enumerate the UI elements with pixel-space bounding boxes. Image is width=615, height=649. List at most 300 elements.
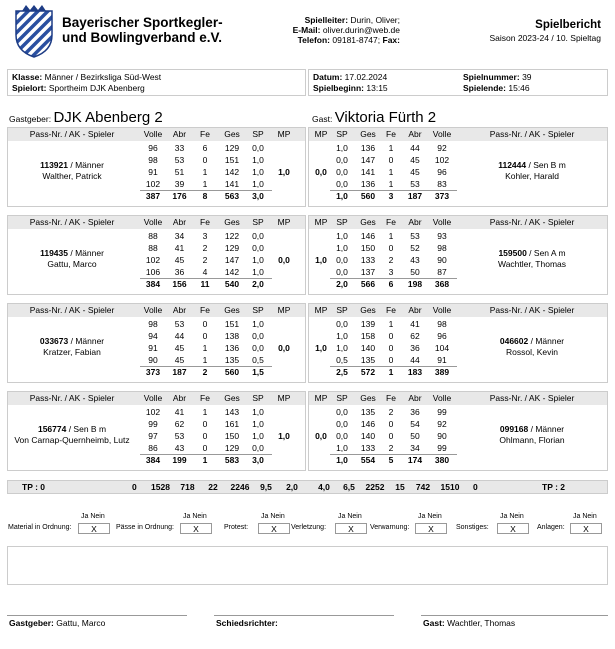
home-abr-cell: 51 [174, 167, 185, 177]
home-abr-sum: 187 [172, 367, 187, 377]
page-title: Spielbericht [535, 19, 601, 31]
header-mp: MP [314, 217, 328, 227]
org-line-1: Bayerischer Sportkegler- [62, 15, 223, 30]
guest-fe-sum: 1 [388, 367, 394, 377]
guest-fe-cell: 1 [388, 179, 394, 189]
home-volle-cell: 94 [148, 331, 158, 341]
guest-sp-sum: 2,5 [336, 367, 348, 377]
guest-fe-sum: 6 [388, 279, 394, 289]
header-fe: Fe [386, 305, 396, 315]
guest-team [312, 109, 436, 126]
guest-volle-cell: 90 [437, 255, 447, 265]
home-pass-number: 033673 [39, 336, 69, 346]
home-sp-cell: 1,0 [252, 419, 264, 429]
header-mp: MP [314, 305, 328, 315]
home-sp-sum: 2,0 [252, 279, 264, 289]
home-fe-cell: 2 [202, 243, 208, 253]
guest-fe-cell: 0 [388, 419, 394, 429]
guest-fe-cell: 1 [388, 231, 394, 241]
header-sp: SP [336, 129, 348, 139]
home-volle-cell: 98 [148, 319, 158, 329]
guest-pass-number: 159500 [498, 248, 527, 258]
home-sp-cell: 0,0 [252, 443, 264, 453]
federation-logo [12, 5, 56, 59]
home-sp-cell: 1,0 [252, 407, 264, 417]
check-box[interactable]: X [570, 523, 602, 534]
header-volle: Volle [143, 129, 163, 139]
home-abr-sum: 176 [172, 191, 187, 201]
referee-signature [216, 618, 278, 628]
guest-abr-cell: 43 [410, 255, 420, 265]
home-abr-cell: 33 [174, 143, 185, 153]
spielleiter-value: Durin, Oliver; [350, 15, 400, 25]
header-ges: Ges [360, 129, 376, 139]
header-player: Pass-Nr. / AK - Spieler [29, 217, 115, 227]
home-fe-cell: 0 [202, 419, 208, 429]
header-volle: Volle [143, 393, 163, 403]
guest-volle-cell: 96 [437, 331, 447, 341]
ja-nein-header: Ja Nein [261, 513, 285, 520]
guest-abr-cell: 36 [410, 343, 420, 353]
home-volle-cell: 98 [148, 155, 158, 165]
guest-player-name: Wachtler, Thomas [497, 258, 567, 269]
ja-nein-header: Ja Nein [183, 513, 207, 520]
guest-ges-cell: 158 [360, 331, 376, 341]
guest-mp-total: 0 [473, 482, 478, 492]
guest-fe-cell: 2 [388, 443, 394, 453]
guest-sp-cell: 0,0 [336, 155, 348, 165]
remarks-area[interactable] [7, 546, 608, 585]
home-team-name: DJK Abenberg 2 [53, 109, 163, 126]
header-abr: Abr [408, 393, 422, 403]
guest-ges-cell: 139 [360, 319, 376, 329]
guest-volle-cell: 83 [437, 179, 447, 189]
home-sp-cell: 0,0 [252, 231, 264, 241]
guest-signature-line [421, 615, 608, 616]
guest-pass-number: 099168 [499, 424, 529, 434]
home-fe-cell: 0 [202, 319, 208, 329]
home-sp-cell: 1,0 [252, 179, 264, 189]
home-pass-number: 113921 [40, 160, 68, 170]
guest-ges-cell: 133 [360, 443, 376, 453]
guest-ges-cell: 146 [360, 419, 376, 429]
guest-ges-sum: 566 [360, 279, 376, 289]
header-volle: Volle [432, 217, 452, 227]
home-fe-cell: 1 [202, 355, 208, 365]
guest-sp-total: 6,5 [343, 482, 355, 492]
guest-team-label: Gast: [312, 114, 333, 124]
guest-abr-cell: 44 [410, 143, 420, 153]
home-sp-cell: 1,0 [252, 431, 264, 441]
guest-ges-cell: 140 [360, 343, 376, 353]
datum-label: Datum: [313, 72, 343, 82]
home-abr-cell: 43 [174, 443, 185, 453]
guest-volle-sum: 373 [434, 191, 450, 201]
home-volle-cell: 106 [145, 267, 161, 277]
home-ges-cell: 136 [224, 343, 240, 353]
header-mp: MP [277, 305, 291, 315]
guest-fe-cell: 0 [388, 355, 394, 365]
org-line-2: und Bowlingverband e.V. [62, 30, 223, 45]
check-box[interactable]: X [415, 523, 447, 534]
spielnummer-value: 39 [522, 72, 532, 82]
header-player: Pass-Nr. / AK - Spieler [489, 305, 575, 315]
guest-player-info [458, 336, 606, 357]
header-sp: SP [336, 217, 348, 227]
home-mp-total: 0 [132, 482, 137, 492]
guest-volle-cell: 99 [437, 407, 447, 417]
home-sp-cell: 1,0 [252, 155, 264, 165]
guest-sp-cell: 0,0 [336, 267, 348, 277]
guest-sp-cell: 0,0 [336, 255, 348, 265]
check-box[interactable]: X [258, 523, 290, 534]
header-fe: Fe [200, 305, 210, 315]
home-ges-cell: 151 [224, 155, 240, 165]
guest-abr-sum: 187 [407, 191, 423, 201]
header-abr: Abr [172, 305, 187, 315]
guest-abr-cell: 50 [410, 431, 420, 441]
home-volle-cell: 102 [145, 255, 161, 265]
home-fe-cell: 0 [202, 155, 208, 165]
home-ges-cell: 141 [224, 179, 240, 189]
guest-ges-sum: 554 [360, 455, 376, 465]
home-volle-cell: 91 [148, 343, 158, 353]
header-volle: Volle [432, 393, 452, 403]
guest-volle-total: 1510 [440, 482, 460, 492]
home-signature-name: Gattu, Marco [56, 618, 106, 628]
home-ges-cell: 150 [224, 431, 240, 441]
guest-signature-name: Wachtler, Thomas [447, 618, 516, 628]
home-abr-cell: 41 [174, 243, 185, 253]
home-ges-cell: 122 [224, 231, 240, 241]
header-player: Pass-Nr. / AK - Spieler [29, 393, 115, 403]
home-fe-cell: 3 [202, 231, 208, 241]
home-player-info [8, 160, 136, 181]
guest-abr-cell: 53 [410, 231, 420, 241]
home-abr-cell: 34 [174, 231, 185, 241]
klasse-value: Männer / Bezirksliga Süd-West [44, 72, 162, 82]
home-abr-cell: 53 [174, 319, 185, 329]
match-info-right [308, 69, 608, 96]
guest-abr-sum: 198 [407, 279, 423, 289]
header-abr: Abr [172, 129, 187, 139]
check-box[interactable]: X [180, 523, 212, 534]
guest-ges-cell: 147 [360, 155, 376, 165]
home-ges-sum: 583 [224, 455, 240, 465]
check-label: Pässe in Ordnung: [116, 524, 174, 531]
guest-age-class: / Männer [528, 336, 565, 346]
home-ges-sum: 540 [224, 279, 240, 289]
home-sp-cell: 0,0 [252, 343, 264, 353]
header-sp: SP [252, 217, 264, 227]
home-volle-total: 1528 [151, 482, 170, 492]
guest-fe-sum: 3 [388, 191, 394, 201]
home-pass-number: 156774 [37, 424, 67, 434]
referee-signature-line [214, 615, 394, 616]
home-sp-cell: 0,5 [252, 355, 264, 365]
home-volle-cell: 88 [148, 231, 158, 241]
guest-volle-cell: 87 [437, 267, 447, 277]
header-sp: SP [336, 393, 348, 403]
header-sp: SP [252, 393, 264, 403]
guest-abr-sum: 174 [407, 455, 423, 465]
home-player-info [8, 336, 136, 357]
guest-abr-sum: 183 [407, 367, 423, 377]
guest-ges-total: 2252 [365, 482, 385, 492]
header-player: Pass-Nr. / AK - Spieler [489, 129, 575, 139]
guest-volle-cell: 92 [437, 143, 447, 153]
telefon-value: 09181-8747; [332, 35, 381, 45]
header-volle: Volle [432, 305, 452, 315]
guest-team-name: Viktoria Fürth 2 [334, 109, 437, 126]
guest-volle-cell: 91 [437, 355, 447, 365]
guest-abr-cell: 54 [410, 419, 420, 429]
guest-volle-cell: 98 [437, 243, 447, 253]
header-mp: MP [277, 393, 291, 403]
guest-sp-cell: 1,0 [336, 243, 348, 253]
header-ges: Ges [224, 305, 240, 315]
header-abr: Abr [408, 129, 422, 139]
home-fe-sum: 1 [202, 455, 208, 465]
home-abr-cell: 53 [174, 431, 185, 441]
spielende-label: Spielende: [463, 83, 506, 93]
guest-ges-cell: 141 [360, 167, 376, 177]
guest-abr-cell: 52 [410, 243, 420, 253]
home-abr-total: 718 [180, 482, 195, 492]
header-ges: Ges [224, 129, 240, 139]
check-box[interactable]: X [78, 523, 110, 534]
header-fe: Fe [200, 217, 210, 227]
guest-abr-total: 742 [415, 482, 431, 492]
home-tp: TP : 0 [22, 482, 45, 492]
home-ges-cell: 135 [224, 355, 240, 365]
guest-fe-cell: 1 [388, 143, 394, 153]
guest-fe-cell: 1 [388, 167, 394, 177]
ja-nein-header: Ja Nein [418, 513, 442, 520]
check-box[interactable]: X [497, 523, 529, 534]
home-volle-cell: 99 [148, 419, 158, 429]
guest-mp-value: 0,0 [315, 167, 327, 177]
spielort-value: Sportheim DJK Abenberg [48, 83, 145, 93]
check-label: Verletzung: [291, 524, 327, 531]
check-label: Material in Ordnung: [8, 524, 72, 531]
home-ges-cell: 138 [224, 331, 240, 341]
home-fe-cell: 2 [202, 255, 208, 265]
home-ges-cell: 147 [224, 255, 240, 265]
spielende-value: 15:46 [508, 83, 530, 93]
email-label: E-Mail: [292, 25, 321, 35]
guest-abr-cell: 36 [410, 407, 420, 417]
guest-age-class: / Sen A m [526, 248, 566, 258]
header-player: Pass-Nr. / AK - Spieler [29, 305, 115, 315]
guest-volle-sum: 368 [434, 279, 450, 289]
header-mp: MP [277, 217, 291, 227]
home-fe-total: 22 [208, 482, 218, 492]
home-player-info [8, 424, 136, 445]
home-ges-total: 2246 [230, 482, 250, 492]
home-sp-cell: 1,0 [252, 319, 264, 329]
home-fe-cell: 4 [202, 267, 208, 277]
home-abr-cell: 45 [174, 355, 185, 365]
guest-player-name: Ohlmann, Florian [499, 434, 565, 445]
guest-ges-cell: 136 [360, 143, 376, 153]
guest-fe-cell: 0 [388, 243, 394, 253]
home-volle-cell: 90 [148, 355, 158, 365]
guest-mp-value: 1,0 [315, 343, 327, 353]
guest-sp-sum: 1,0 [336, 191, 348, 201]
header-sp: SP [252, 129, 264, 139]
guest-volle-cell: 92 [437, 419, 447, 429]
home-ges-cell: 161 [224, 419, 240, 429]
referee-signature-label: Schiedsrichter: [216, 618, 278, 628]
guest-sp-cell: 1,0 [336, 143, 348, 153]
home-signature [9, 618, 105, 628]
home-sp-sum: 3,0 [252, 455, 264, 465]
header-ges: Ges [360, 393, 376, 403]
guest-signature [423, 618, 515, 628]
home-ges-cell: 142 [224, 267, 240, 277]
header-fe: Fe [386, 217, 396, 227]
guest-fe-cell: 2 [388, 407, 394, 417]
home-volle-sum: 384 [145, 455, 161, 465]
home-ges-sum: 560 [224, 367, 240, 377]
home-abr-cell: 45 [174, 343, 185, 353]
guest-ges-cell: 135 [360, 407, 376, 417]
home-fe-sum: 8 [202, 191, 208, 201]
guest-ges-cell: 133 [360, 255, 376, 265]
header-abr: Abr [172, 393, 187, 403]
guest-sp-cell: 1,0 [336, 443, 348, 453]
spielleiter-label: Spielleiter: [304, 15, 349, 25]
home-fe-cell: 1 [202, 167, 208, 177]
home-ges-cell: 129 [224, 143, 240, 153]
season-label: Saison 2023-24 / 10. Spieltag [489, 33, 601, 43]
guest-volle-sum: 380 [434, 455, 450, 465]
home-volle-cell: 102 [145, 407, 161, 417]
guest-abr-cell: 44 [410, 355, 420, 365]
home-ges-sum: 563 [224, 191, 240, 201]
home-player-name: Walther, Patrick [42, 170, 102, 181]
guest-player-name: Rossol, Kevin [506, 346, 558, 357]
home-ges-cell: 142 [224, 167, 240, 177]
guest-sp-cell: 0,0 [336, 431, 348, 441]
home-team [9, 109, 163, 126]
home-ges-cell: 151 [224, 319, 240, 329]
guest-fe-sum: 5 [388, 455, 394, 465]
header-fe: Fe [200, 129, 210, 139]
guest-player-name: Kohler, Harald [505, 170, 559, 181]
guest-ges-sum: 572 [360, 367, 376, 377]
guest-volle-sum: 389 [434, 367, 450, 377]
guest-ges-cell: 146 [360, 231, 376, 241]
home-fe-cell: 0 [202, 331, 208, 341]
guest-ges-cell: 140 [360, 431, 376, 441]
email-value[interactable]: oliver.durin@web.de [322, 25, 400, 35]
guest-sp-sum: 2,0 [336, 279, 348, 289]
guest-abr-cell: 41 [410, 319, 420, 329]
header-fe: Fe [386, 393, 396, 403]
home-fe-sum: 2 [202, 367, 208, 377]
guest-fe-cell: 0 [388, 431, 394, 441]
home-abr-sum: 199 [172, 455, 187, 465]
home-pass-number: 119435 [40, 248, 68, 258]
guest-sp-cell: 0,0 [336, 179, 348, 189]
guest-fe-cell: 0 [388, 343, 394, 353]
home-fe-cell: 1 [202, 407, 208, 417]
home-age-class: / Männer [68, 248, 104, 258]
home-volle-cell: 88 [148, 243, 158, 253]
home-age-class: / Sen B m [66, 424, 107, 434]
home-mp-value: 0,0 [278, 343, 290, 353]
guest-abr-cell: 50 [410, 267, 420, 277]
guest-sp-sum: 1,0 [336, 455, 348, 465]
guest-fe-cell: 1 [388, 319, 394, 329]
home-fe-cell: 0 [202, 431, 208, 441]
guest-mp-value: 1,0 [315, 255, 327, 265]
guest-sp-cell: 1,0 [336, 343, 348, 353]
home-mp-value: 0,0 [278, 255, 290, 265]
guest-volle-cell: 102 [434, 155, 450, 165]
home-player-name: Kratzer, Fabian [43, 346, 101, 357]
header-abr: Abr [172, 217, 187, 227]
spielnummer-label: Spielnummer: [463, 72, 520, 82]
home-sp-sum: 3,0 [252, 191, 264, 201]
guest-ges-cell: 137 [360, 267, 376, 277]
header-fe: Fe [200, 393, 210, 403]
guest-player-info [458, 248, 606, 269]
header-volle: Volle [143, 217, 163, 227]
check-box[interactable]: X [335, 523, 367, 534]
home-signature-label: Gastgeber: [9, 618, 54, 628]
header-fe: Fe [386, 129, 396, 139]
home-volle-cell: 96 [148, 143, 158, 153]
home-abr-cell: 45 [174, 255, 185, 265]
home-abr-cell: 62 [174, 419, 185, 429]
guest-fe-cell: 0 [388, 331, 394, 341]
home-signature-line [7, 615, 187, 616]
home-abr-cell: 41 [174, 407, 185, 417]
guest-ges-cell: 135 [360, 355, 376, 365]
datum-value: 17.02.2024 [344, 72, 388, 82]
home-sp-sum: 1,5 [252, 367, 264, 377]
match-info-left [7, 69, 306, 96]
ja-nein-header: Ja Nein [500, 513, 524, 520]
home-mp-sum: 2,0 [286, 482, 298, 492]
klasse-label: Klasse: [12, 72, 43, 82]
home-volle-sum: 373 [145, 367, 161, 377]
guest-age-class: / Männer [528, 424, 565, 434]
home-ges-cell: 143 [224, 407, 240, 417]
guest-volle-cell: 104 [434, 343, 450, 353]
federation-name [62, 15, 223, 45]
home-fe-cell: 0 [202, 443, 208, 453]
guest-fe-cell: 0 [388, 155, 394, 165]
guest-ges-cell: 136 [360, 179, 376, 189]
home-volle-sum: 387 [145, 191, 161, 201]
home-sp-cell: 1,0 [252, 267, 264, 277]
home-sp-cell: 1,0 [252, 167, 264, 177]
home-sp-cell: 0,0 [252, 243, 264, 253]
guest-fe-cell: 2 [388, 255, 394, 265]
guest-abr-cell: 45 [410, 167, 420, 177]
header-abr: Abr [408, 217, 422, 227]
guest-mp-sum: 4,0 [318, 482, 330, 492]
guest-sp-cell: 0,0 [336, 319, 348, 329]
header-mp: MP [277, 129, 291, 139]
guest-mp-value: 0,0 [315, 431, 327, 441]
home-fe-cell: 6 [202, 143, 208, 153]
home-ges-cell: 129 [224, 243, 240, 253]
